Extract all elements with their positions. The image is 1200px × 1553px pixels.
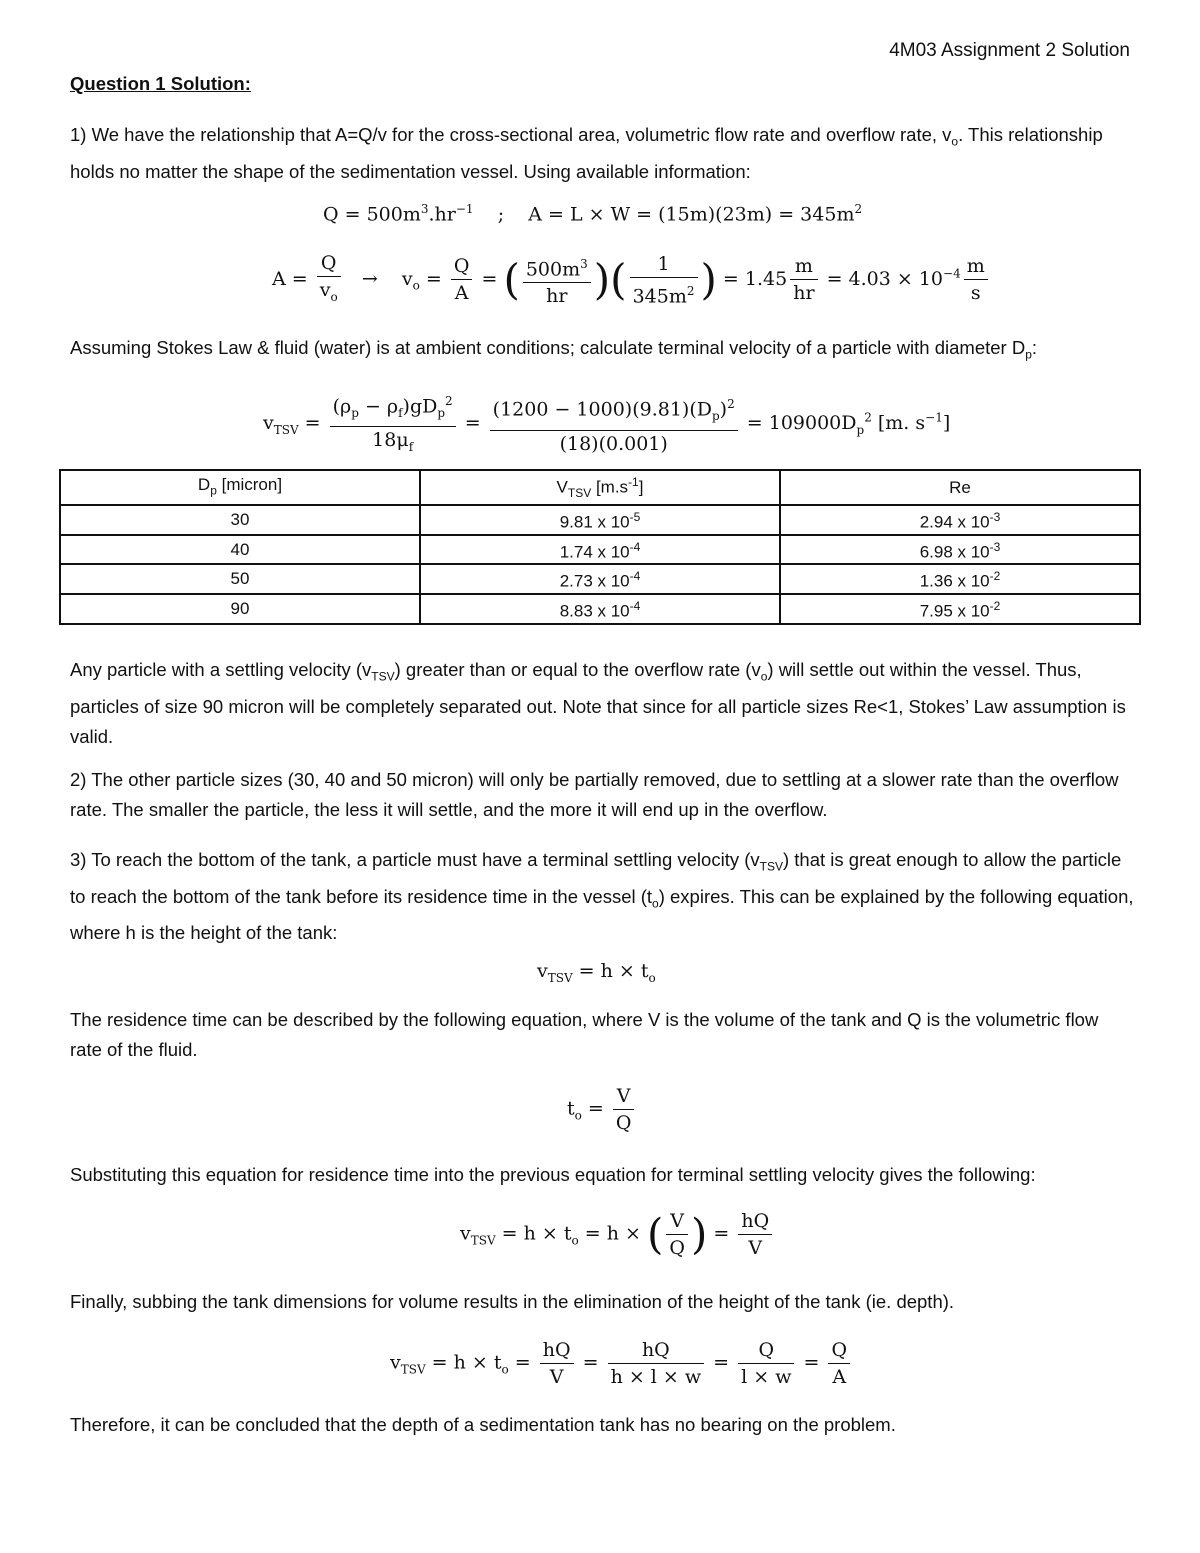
equation-terminal-velocity: $v_{TSV}$ = $\frac{(\rho_p - \rho_f)gD_p^2}{18\mu_f}$ = $\frac{(1200 - 1000)(9.81)(D_p)^2}{(18)(0.001)}$ = $109000D_p^2$ [m. $s^{-1}$]	[263, 388, 950, 460]
column-header: $V_{TSV}$ $[m.s^{-1}]$	[420, 470, 780, 505]
table-cell: 1.74 x $10^{-4}$	[420, 535, 780, 565]
section-heading: Question 1 Solution:	[70, 73, 251, 94]
table-row	[60, 535, 1140, 565]
paragraph-3: Any particle with a settling velocity $(v_{TSV})$ greater than or equal to the overflow rate $(v_o)$ will settle out within the vessel. Thus, particles of size 90 micron will be completely separated out. Note that since for all particle sizes Re<1, Stokes’ Law assumption is valid.	[70, 659, 1126, 747]
paragraph-8: Finally, subbing the tank dimensions for volume results in the elimination of the height of the tank (ie. depth).	[70, 1291, 955, 1312]
paragraph-2: Assuming Stokes Law & fluid (water) is at ambient conditions; calculate terminal velocity of a particle with diameter $D_p$:	[70, 337, 1038, 362]
table-row	[60, 505, 1140, 535]
column-header: Re	[780, 470, 1140, 505]
paragraph-9: Therefore, it can be concluded that the depth of a sedimentation tank has no bearing on the problem.	[70, 1414, 896, 1435]
page-header: 4M03 Assignment 2 Solution	[889, 40, 1130, 61]
equation-residence-time: $t_o$ = $\frac{V}{Q}$	[567, 1083, 637, 1136]
table-cell: 90	[60, 594, 420, 624]
table-header-row	[60, 470, 1140, 505]
table-cell: 1.36 x $10^{-2}$	[780, 564, 1140, 594]
table-row	[60, 594, 1140, 624]
equation-flow-area: $Q = 500m^3.hr^{-1}$ ; $A = L \times W = (15m)(23m) = 345m^2$	[323, 202, 863, 226]
velocity-table	[59, 469, 1141, 625]
paragraph-1: 1) We have the relationship that A=Q/v for the cross-sectional area, volumetric flow rate and overflow rate, $v_o$. This relationship holds no matter the shape of the sedimentation vessel. Using available information:	[70, 124, 1103, 182]
table-cell: 6.98 x $10^{-3}$	[780, 535, 1140, 565]
column-header: $D_p$ [micron]	[60, 470, 420, 505]
paragraph-5: 3) To reach the bottom of the tank, a particle must have a terminal settling velocity $(v_{TSV})$ that is great enough to allow the particle to reach the bottom of the tank before its residence time in the vessel $(t_o)$ expires. This can be explained by the following equation, where h is the height of the tank:	[70, 849, 1134, 944]
table-cell: 7.95 x $10^{-2}$	[780, 594, 1140, 624]
equation-overflow-rate: A = $\frac{Q}{v_o}$ → $v_o$ = $\frac{Q}{A}$ = ( $\frac{500m^3}{hr}$ )( $\frac{1}{345m^2}$ ) = 1.45 $\frac{m}{hr}$ = $4.03 \times 10^{-4}$ $\frac{m}{s}$	[272, 250, 991, 310]
table-cell: 9.81 x $10^{-5}$	[420, 505, 780, 535]
paragraph-7: Substituting this equation for residence time into the previous equation for terminal settling velocity gives the following:	[70, 1164, 1036, 1185]
table-cell: 50	[60, 564, 420, 594]
paragraph-4: 2) The other particle sizes (30, 40 and 50 micron) will only be partially removed, due to settling at a slower rate than the overflow rate. The smaller the particle, the less it will settle, and the more it will end up in the overflow.	[70, 769, 1119, 820]
table-cell: 40	[60, 535, 420, 565]
equation-substitution: $v_{TSV} = h \times t_o = h$ × ( $\frac{V}{Q}$ ) = $\frac{hQ}{V}$	[460, 1208, 775, 1261]
paragraph-6: The residence time can be described by the following equation, where V is the volume of the tank and Q is the volumetric flow rate of the fluid.	[70, 1009, 1099, 1060]
table-cell: 8.83 x $10^{-4}$	[420, 594, 780, 624]
table-cell: 2.94 x $10^{-3}$	[780, 505, 1140, 535]
equation-velocity-height: $v_{TSV} = h \times t_o$	[537, 960, 656, 985]
equation-final: $v_{TSV} = h \times t_o$ = $\frac{hQ}{V}$ = $\frac{hQ}{h \times l \times w}$ = $\frac{Q}{l \times w}$ = $\frac{Q}{A}$	[390, 1337, 853, 1390]
table-row	[60, 564, 1140, 594]
table-cell: 2.73 x $10^{-4}$	[420, 564, 780, 594]
table-cell: 30	[60, 505, 420, 535]
